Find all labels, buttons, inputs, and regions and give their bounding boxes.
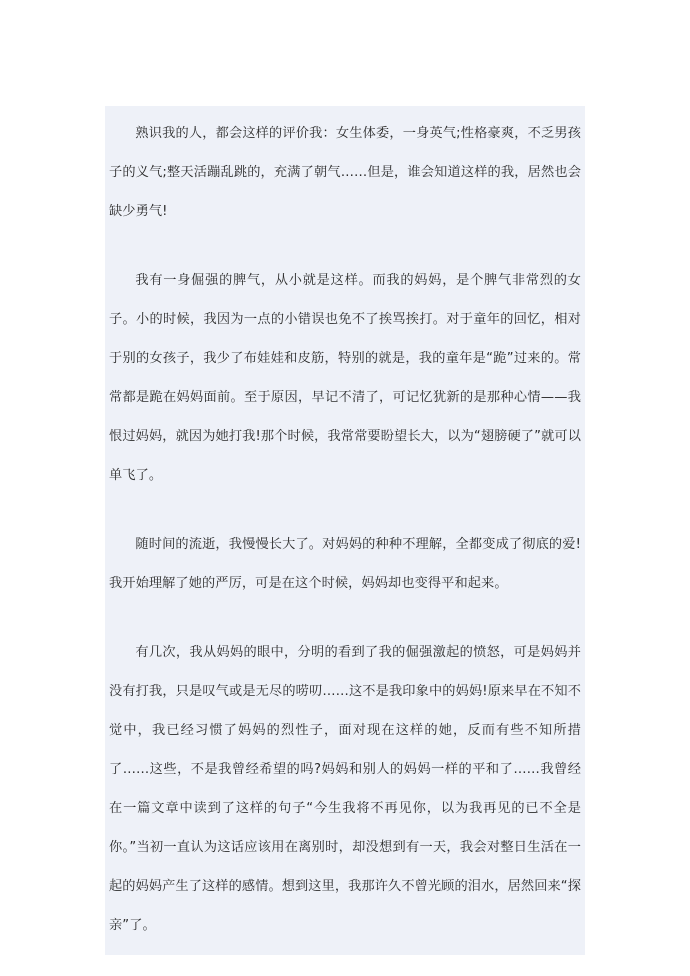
paragraph-4: 有几次，我从妈妈的眼中，分明的看到了我的倔强激起的愤怒，可是妈妈并没有打我，只是叹气或是无尽的唠叨……这不是我印象中的妈妈!原来早在不知不觉中，我已经习惯了妈妈的烈性子，面对现在这样的她，反而有些不知所措了……这些，不是我曾经希望的吗?妈妈和别人的妈妈一样的平和了……我曾经在一篇文章中读到了这样的句子“今生我将不再见你，以为我再见的已不全是你。”当初一直认为这话应该用在离别时，却没想到有一天，我会对整日生活在一起的妈妈产生了这样的感情。想到这里，我那许久不曾光顾的泪水，居然回来“探亲”了。 xyxy=(109,645,581,933)
paragraph-1: 熟识我的人，都会这样的评价我：女生体委，一身英气;性格豪爽，不乏男孩子的义气;整天活蹦乱跳的，充满了朝气……但是，谁会知道这样的我，居然也会缺少勇气! xyxy=(109,126,581,219)
paragraph-2: 我有一身倔强的脾气，从小就是这样。而我的妈妈，是个脾气非常烈的女子。小的时候，我因为一点的小错误也免不了挨骂挨打。对于童年的回忆，相对于别的女孩子，我少了布娃娃和皮筋，特别的就是，我的童年是“跪”过来的。常常都是跪在妈妈面前。至于原因，早记不清了，可记忆犹新的是那种心情——我恨过妈妈，就因为她打我!那个时候，我常常要盼望长大，以为“翅膀硬了”就可以单飞了。 xyxy=(109,273,581,483)
document-text-block xyxy=(105,106,585,955)
paragraph-3: 随时间的流逝，我慢慢长大了。对妈妈的种种不理解，全都变成了彻底的爱!我开始理解了她的严厉，可是在这个时候，妈妈却也变得平和起来。 xyxy=(109,537,581,591)
